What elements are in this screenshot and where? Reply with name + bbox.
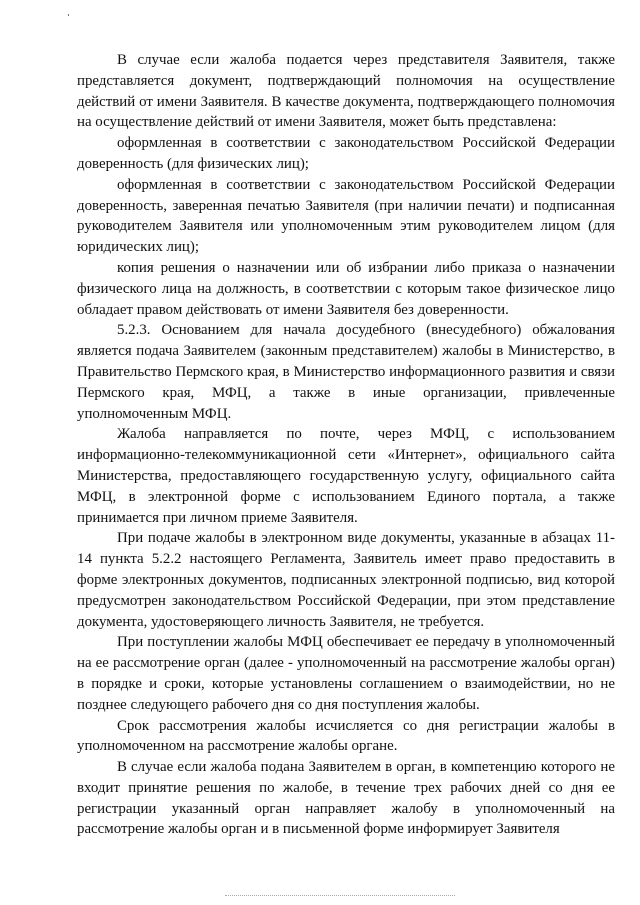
paragraph-mfc-transfer: При поступлении жалобы МФЦ обеспечивает ее передачу в уполномоченный на ее рассмотрение орган (далее - уполномоченный на рассмотрение жалобы орган) в порядке и сроки, которые установлены соглашением о взаимодействии, но не позднее следующего рабочего дня со дня поступления жалобы.	[77, 634, 615, 713]
scan-speck	[68, 14, 69, 16]
paragraph-representative: В случае если жалоба подается через представителя Заявителя, также представляется документ, подтверждающий полномочия на осуществление действий от имени Заявителя. В качестве документа, подтверждающего полномочия на осуществление действий от имени Заявителя, может быть представлена:	[77, 52, 615, 131]
paragraph-5-2-3-grounds: 5.2.3. Основанием для начала досудебного (внесудебного) обжалования является подача Заявителем (законным представителем) жалобы в Министерство, в Правительство Пермского края, в Министерство информационного развития и связи Пермского края, МФЦ, а также в иные организации, привлеченные уполномоченным МФЦ.	[77, 322, 615, 422]
paragraph-review-period: Срок рассмотрения жалобы исчисляется со дня регистрации жалобы в уполномоченном на рассмотрение жалобы органе.	[77, 717, 615, 755]
paragraph-power-of-attorney-legal-entities: оформленная в соответствии с законодательством Российской Федерации доверенность, заверенная печатью Заявителя (при наличии печати) и подписанная руководителем Заявителя или уполномоченным этим руководителем лицом (для юридических лиц);	[77, 176, 615, 256]
paragraph-electronic-submission: При подаче жалобы в электронном виде документы, указанные в абзацах 11-14 пункта 5.2.2 настоящего Регламента, Заявитель имеет право предоставить в форме электронных документов, подписанных электронной подписью, вид которой предусмотрен законодательством Российской Федерации, при этом представление документа, удостоверяющего личность Заявителя, не требуется.	[77, 530, 615, 630]
scan-bottom-artifact	[225, 895, 455, 898]
paragraph-complaint-channels: Жалоба направляется по почте, через МФЦ, с использованием информационно-телекоммуникационной сети «Интернет», официального сайта Министерства, предоставляющего государственную услугу, официального сайта МФЦ, в электронной форме с использованием Единого портала, а также принимается при личном приеме Заявителя.	[77, 426, 615, 526]
paragraph-wrong-authority: В случае если жалоба подана Заявителем в орган, в компетенцию которого не входит принятие решения по жалобе, в течение трех рабочих дней со дня ее регистрации указанный орган направляет жалобу в уполномоченный на рассмотрение жалобы орган и в письменной форме информирует Заявителя	[77, 759, 615, 838]
document-body	[77, 50, 615, 840]
paragraph-appointment-order-copy: копия решения о назначении или об избрании либо приказа о назначении физического лица на должность, в соответствии с которым такое физическое лицо обладает правом действовать от имени Заявителя без доверенности.	[77, 259, 615, 318]
paragraph-power-of-attorney-individuals: оформленная в соответствии с законодательством Российской Федерации доверенность (для физических лиц);	[77, 135, 615, 172]
